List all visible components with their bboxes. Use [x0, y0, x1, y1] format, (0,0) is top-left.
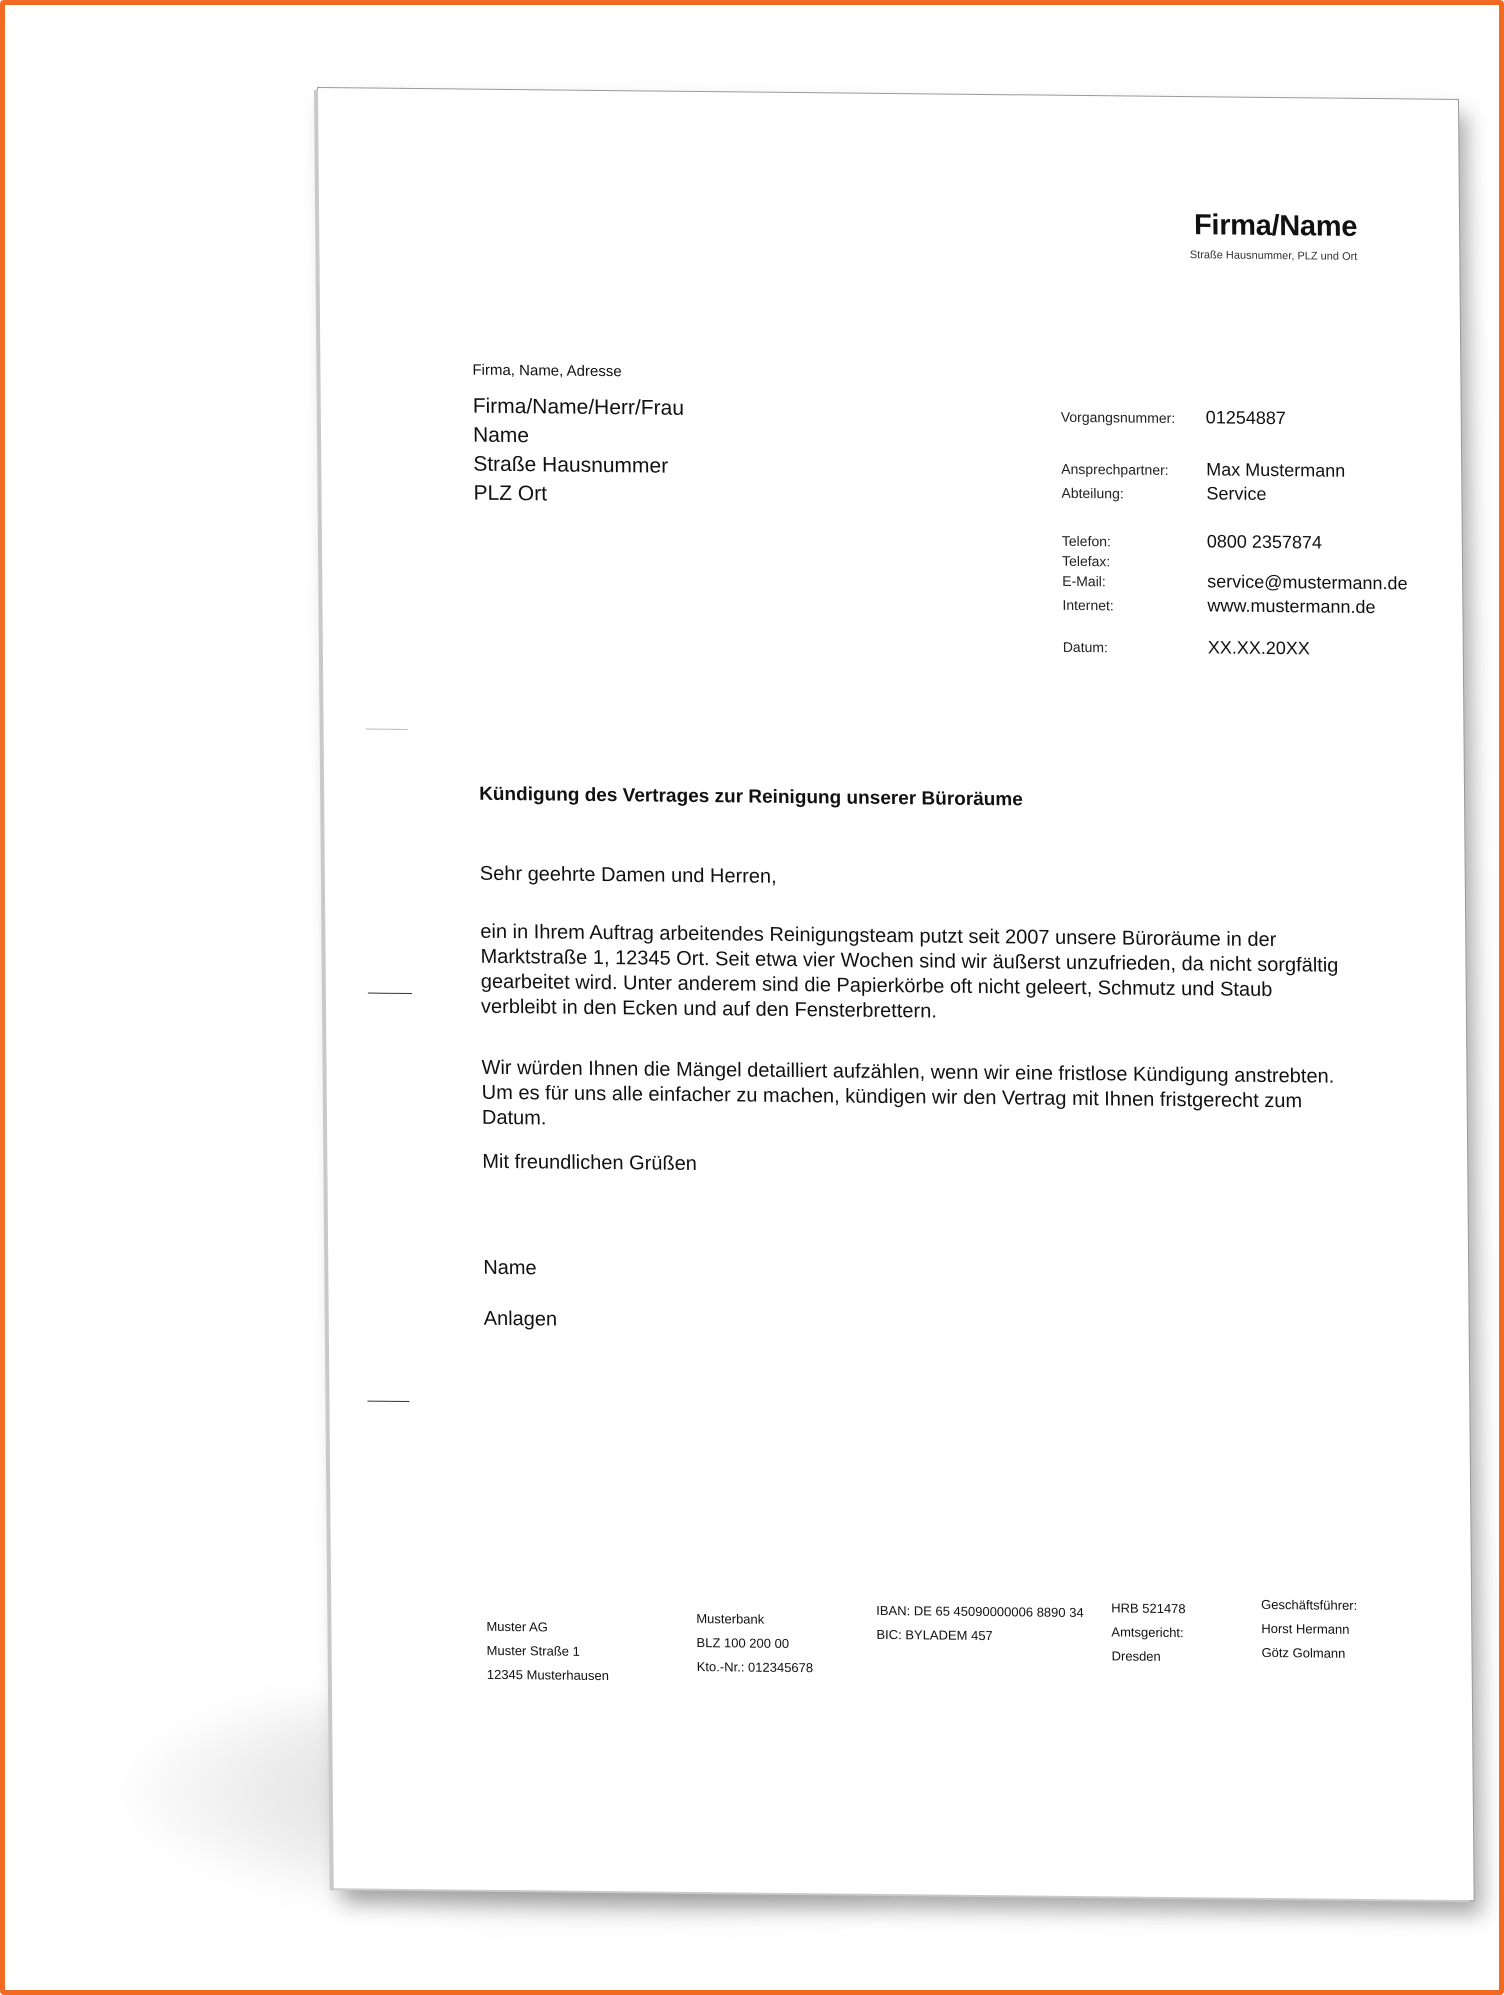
- footer-company: [486, 1615, 609, 1688]
- letter-paragraph: Wir würden Ihnen die Mängel detailliert aufzählen, wenn wir eine fristlose Kündigung anstrebten. Um es für uns alle einfacher zu machen, kündigen wir den Vertrag mit Ihnen fristgerecht zum Datum.: [481, 1056, 1335, 1130]
- footer-line: Horst Hermann: [1261, 1620, 1350, 1637]
- footer-line: BIC: BYLADEM 457: [876, 1626, 993, 1644]
- info-label: Vorgangsnummer:: [1060, 408, 1176, 426]
- fold-mark: [367, 1401, 409, 1402]
- footer-line: Kto.-Nr.: 012345678: [696, 1659, 814, 1676]
- info-label: Datum:: [1062, 638, 1108, 656]
- info-label: Telefon:: [1061, 532, 1111, 550]
- info-label: E-Mail:: [1062, 572, 1106, 590]
- footer-line: 12345 Musterhausen: [486, 1666, 610, 1684]
- footer-management: [1261, 1593, 1358, 1666]
- info-value: 01254887: [1205, 407, 1286, 429]
- info-value: 0800 2357874: [1206, 531, 1323, 553]
- footer-line: IBAN: DE 65 45090000006 8890 34: [876, 1602, 1084, 1621]
- footer-line: Muster AG: [486, 1618, 548, 1635]
- info-label: Ansprechpartner:: [1061, 460, 1169, 478]
- recipient-line: PLZ Ort: [473, 481, 548, 506]
- signature-name: Name: [483, 1256, 537, 1280]
- attachments-label: Anlagen: [483, 1307, 558, 1331]
- footer-line: HRB 521478: [1111, 1600, 1186, 1617]
- punch-mark: [368, 993, 412, 994]
- letter-paragraph: ein in Ihrem Auftrag arbeitendes Reinigungsteam putzt seit 2007 unsere Büroräume in der Marktstraße 1, 12345 Ort. Seit etwa vier Wochen sind wir äußerst unzufrieden, da nicht sorgfältig gearbeitet wird. Unter anderem sind die Papierkörbe oft nicht geleert, Schmutz und Staub verbleibt in den Ecken und auf den Fensterbrettern.: [480, 920, 1339, 1023]
- info-label: Internet:: [1062, 596, 1114, 614]
- recipient-line: Straße Hausnummer: [473, 452, 669, 478]
- info-value: service@mustermann.de: [1207, 571, 1408, 594]
- fold-mark: [366, 729, 408, 730]
- footer-line: Dresden: [1111, 1648, 1161, 1664]
- footer-line: BLZ 100 200 00: [696, 1635, 790, 1651]
- info-label: Abteilung:: [1061, 484, 1124, 502]
- info-block: [1060, 406, 1441, 659]
- footer-line: Muster Straße 1: [486, 1642, 580, 1659]
- recipient-address: [473, 392, 685, 510]
- letterhead-address: Straße Hausnummer, PLZ und Ort: [1189, 249, 1358, 263]
- footer-line: Amtsgericht:: [1111, 1624, 1184, 1641]
- footer-line: Geschäftsführer:: [1261, 1596, 1358, 1613]
- letter-subject: Kündigung des Vertrages zur Reinigung unserer Büroräume: [479, 783, 1023, 811]
- letterhead-company-name: Firma/Name: [1193, 209, 1358, 243]
- footer-bank: [696, 1607, 813, 1680]
- letter-closing: Mit freundlichen Grüßen: [482, 1150, 697, 1176]
- recipient-line: Name: [472, 423, 530, 448]
- footer-iban: [876, 1599, 1084, 1649]
- info-label: Telefax:: [1061, 552, 1111, 570]
- info-value: XX.XX.20XX: [1207, 637, 1310, 659]
- info-value: Max Mustermann: [1206, 459, 1346, 481]
- return-address-line: Firma, Name, Adresse: [472, 361, 622, 381]
- info-row-vorgangsnummer: [1061, 406, 1441, 434]
- info-value: www.mustermann.de: [1207, 595, 1376, 618]
- info-row-abteilung: [1061, 482, 1441, 510]
- recipient-line: Firma/Name/Herr/Frau: [472, 394, 685, 420]
- info-row-internet: [1062, 594, 1442, 622]
- footer-line: Musterbank: [696, 1611, 765, 1627]
- info-row-datum: [1063, 636, 1443, 664]
- letter-sheet: [318, 88, 1474, 1900]
- footer-register: [1111, 1596, 1186, 1669]
- letter-greeting: Sehr geehrte Damen und Herren,: [479, 862, 777, 888]
- info-value: Service: [1206, 483, 1267, 504]
- footer-line: Götz Golmann: [1261, 1644, 1346, 1661]
